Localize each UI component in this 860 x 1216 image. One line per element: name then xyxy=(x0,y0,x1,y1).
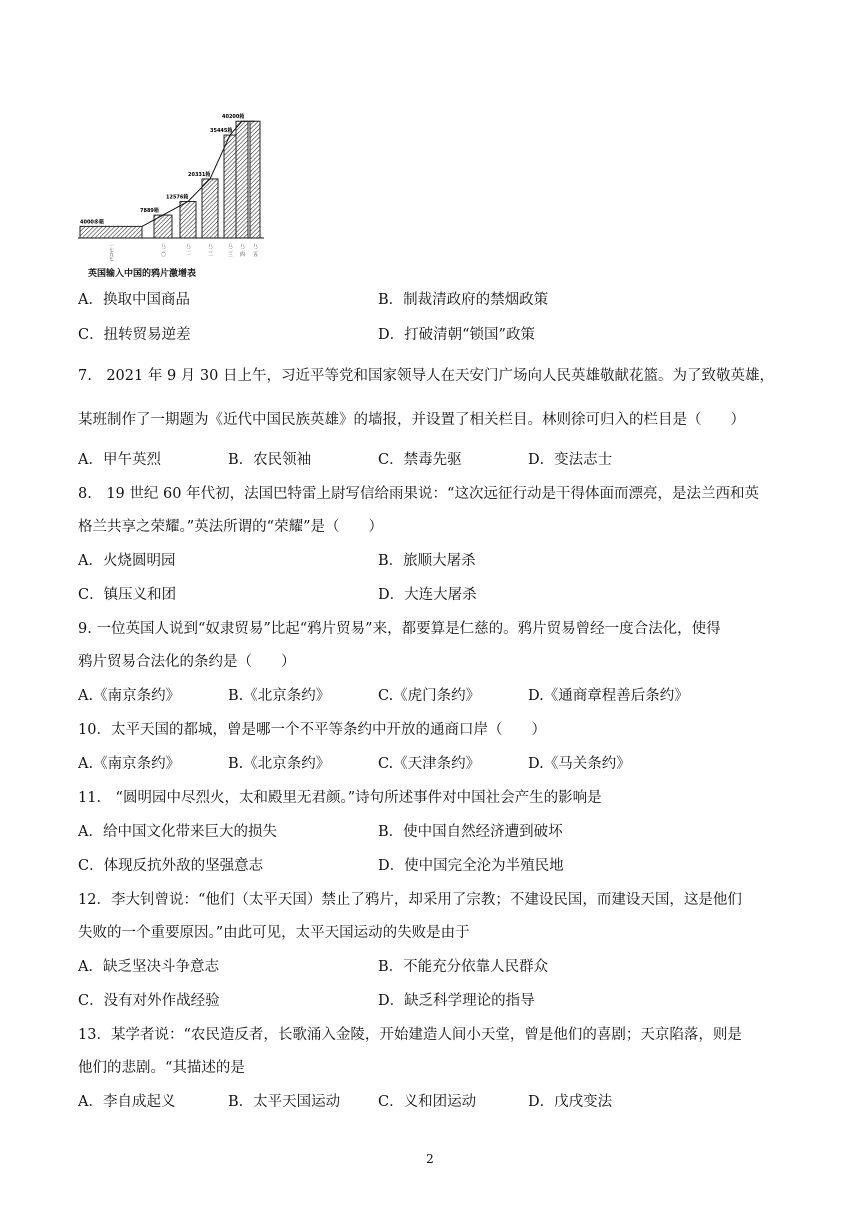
opium-import-chart xyxy=(76,108,266,288)
page-number: 2 xyxy=(426,1152,434,1166)
q13-option-b[interactable]: B．太平天国运动 xyxy=(228,1094,341,1110)
q11-stem-line1: 11. “圆明园中尽烈火，太和殿里无君颜。”诗句所述事件对中国社会产生的影响是 xyxy=(78,790,602,806)
q6-option-c[interactable]: C．扭转贸易逆差 xyxy=(78,327,191,343)
q10-stem-line1: 10．太平天国的都城，曾是哪一个不平等条约中开放的通商口岸（ ） xyxy=(78,722,546,738)
q10-option-d[interactable]: D.《马关条约》 xyxy=(528,756,631,772)
q8-option-b[interactable]: B．旅顺大屠杀 xyxy=(378,553,476,569)
q13-option-d[interactable]: D．戊戌变法 xyxy=(528,1094,613,1110)
q9-stem-line1: 9. 一位英国人说到“奴隶贸易”比起“鸦片贸易”来，都要算是仁慈的。鸦片贸易曾经一度合法化，使得 xyxy=(78,621,721,637)
chart-bar xyxy=(80,226,142,238)
q11-option-b[interactable]: B．使中国自然经济遭到破坏 xyxy=(378,824,563,840)
q7-option-c[interactable]: C．禁毒先驱 xyxy=(378,452,462,468)
chart-category-label: 一七九七 xyxy=(108,243,114,261)
q8-option-a[interactable]: A．火烧圆明园 xyxy=(78,553,176,569)
q9-option-a[interactable]: A.《南京条约》 xyxy=(78,688,181,704)
chart-data-label: 40200箱 xyxy=(222,114,245,121)
q9-stem-line2: 鸦片贸易合法化的条约是（ ） xyxy=(78,654,296,670)
q13-option-c[interactable]: C．义和团运动 xyxy=(378,1094,477,1110)
chart-category-label: 八二一 xyxy=(185,243,191,257)
q7-option-b[interactable]: B．农民领袖 xyxy=(228,452,312,468)
chart-svg xyxy=(76,108,266,268)
q9-option-b[interactable]: B.《北京条约》 xyxy=(228,688,331,704)
chart-caption: 英国输入中国的鸦片激增表 xyxy=(88,269,197,279)
q12-option-b[interactable]: B．不能充分依靠人民群众 xyxy=(378,959,549,975)
chart-bar xyxy=(202,179,218,238)
chart-bar xyxy=(180,201,196,238)
q7-option-d[interactable]: D．变法志士 xyxy=(528,452,613,468)
chart-bar xyxy=(224,135,236,238)
chart-bar xyxy=(236,121,248,238)
chart-data-label: 7889箱 xyxy=(140,208,159,215)
q6-option-d[interactable]: D．打破清朝“锁国”政策 xyxy=(378,327,535,343)
q6-option-a[interactable]: A．换取中国商品 xyxy=(78,292,190,308)
q13-option-a[interactable]: A．李自成起义 xyxy=(78,1094,176,1110)
q10-option-a[interactable]: A.《南京条约》 xyxy=(78,756,181,772)
chart-bar xyxy=(250,121,260,238)
chart-category-label: 八二三 xyxy=(227,243,233,257)
q6-option-b[interactable]: B．制裁清政府的禁烟政策 xyxy=(378,292,549,308)
q7-stem-line2: 某班制作了一期题为《近代中国民族英雄》的墙报，并设置了相关栏目。林则徐可归入的栏目是（ ） xyxy=(78,412,745,428)
q12-stem-line2: 失败的一个重要原因。”由此可见，太平天国运动的失败是由于 xyxy=(78,925,470,941)
chart-category-label: 八二四 xyxy=(239,243,245,257)
q10-option-b[interactable]: B.《北京条约》 xyxy=(228,756,331,772)
chart-data-label: 35445箱 xyxy=(210,128,233,135)
chart-data-label: 4000多箱 xyxy=(80,219,104,226)
q12-stem-line1: 12．李大钊曾说：“他们（太平天国）禁止了鸦片，却采用了宗教；不建设民国，而建设天国，这是他们 xyxy=(78,892,742,908)
chart-data-label: 12576箱 xyxy=(166,194,189,201)
chart-category-label: 八二〇 xyxy=(160,243,166,257)
q9-option-c[interactable]: C.《虎门条约》 xyxy=(378,688,481,704)
q8-stem-line2: 格兰共享之荣耀。”英法所谓的“荣耀”是（ ） xyxy=(78,519,383,535)
chart-data-label: 20331箱 xyxy=(188,171,211,178)
chart-category-label: 八二五 xyxy=(252,243,258,257)
q8-option-c[interactable]: C．镇压义和团 xyxy=(78,587,177,603)
q7-stem-line1: 7. 2021 年 9 月 30 日上午，习近平等党和国家领导人在天安门广场向人民英雄敬献花篮。为了致敬英雄， xyxy=(78,368,774,384)
q11-option-d[interactable]: D．使中国完全沦为半殖民地 xyxy=(378,858,564,874)
q10-option-c[interactable]: C.《天津条约》 xyxy=(378,756,481,772)
q13-stem-line1: 13．某学者说：“农民造反者，长歌涌入金陵，开始建造人间小天堂，曾是他们的喜剧；天京陷落，则是 xyxy=(78,1027,742,1043)
q11-option-a[interactable]: A．给中国文化带来巨大的损失 xyxy=(78,824,277,840)
chart-category-label: 八二二 xyxy=(207,243,213,257)
q11-option-c[interactable]: C．体现反抗外敌的坚强意志 xyxy=(78,858,264,874)
q8-stem-line1: 8. 19 世纪 60 年代初，法国巴特雷上尉写信给雨果说：“这次远征行动是干得体面而漂亮，是法兰西和英 xyxy=(78,486,759,502)
q9-option-d[interactable]: D.《通商章程善后条约》 xyxy=(528,688,689,704)
q12-option-a[interactable]: A．缺乏坚决斗争意志 xyxy=(78,959,219,975)
q12-option-c[interactable]: C．没有对外作战经验 xyxy=(78,993,220,1009)
q7-option-a[interactable]: A．甲午英烈 xyxy=(78,452,161,468)
q8-option-d[interactable]: D．大连大屠杀 xyxy=(378,587,477,603)
q12-option-d[interactable]: D．缺乏科学理论的指导 xyxy=(378,993,535,1009)
q13-stem-line2: 他们的悲剧。“其描述的是 xyxy=(78,1060,245,1076)
